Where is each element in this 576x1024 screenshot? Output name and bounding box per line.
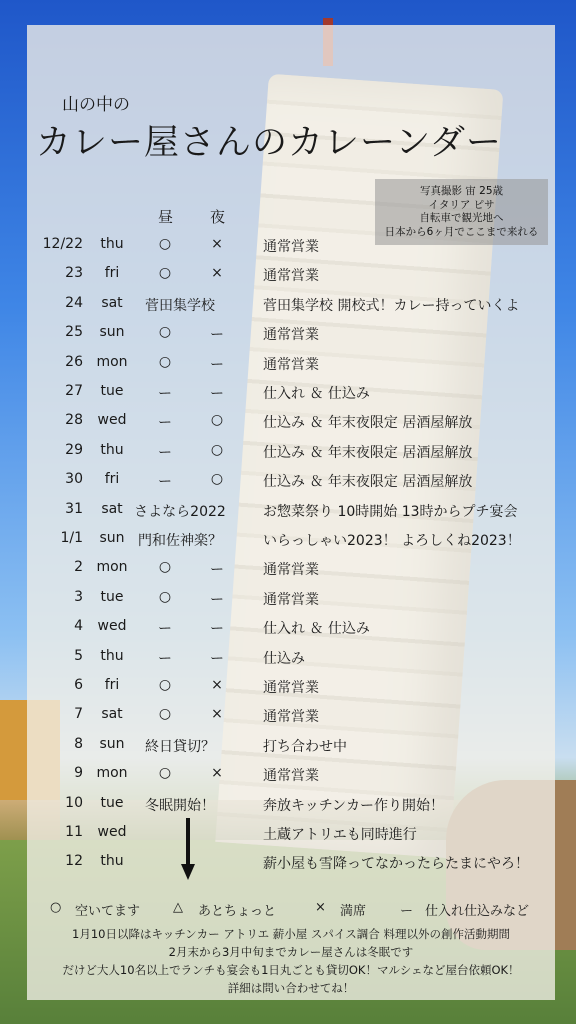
row-day-status: 冬眠開始！ (145, 797, 215, 814)
legend-symbol: △ (173, 900, 183, 915)
row-night-status: ー (210, 650, 224, 667)
header-day: 昼 (158, 208, 174, 226)
row-note: お惣菜祭り 10時開始 13時からプチ宴会 (263, 503, 518, 520)
row-date: 4 (74, 618, 83, 635)
row-note: 通常営業 (263, 591, 319, 608)
row-weekday: mon (96, 353, 128, 370)
row-day-status: ー (158, 386, 172, 402)
schedule-row (0, 354, 576, 383)
row-note: 打ち合わせ中 (263, 738, 347, 755)
row-weekday: sun (99, 324, 125, 341)
row-weekday: fri (104, 677, 120, 693)
row-day-status: 終日貸切？ (145, 738, 215, 755)
legend-label: 満席 (340, 904, 367, 919)
row-note: 仕込み ＆ 年末夜限定 居酒屋解放 (263, 415, 473, 432)
row-night-status: × (211, 265, 223, 282)
row-day-status: ー (158, 650, 172, 667)
row-weekday: wed (97, 412, 127, 429)
row-note: 薪小屋も雪降ってなかったらたまにやろ！ (263, 856, 529, 873)
row-note: 菅田集学校 開校式！カレー持っていくよ (263, 297, 520, 314)
row-weekday: fri (104, 471, 120, 488)
schedule-row (0, 618, 576, 647)
schedule-row (0, 765, 576, 794)
row-weekday: tue (100, 794, 124, 811)
schedule-row (0, 589, 576, 618)
row-date: 27 (65, 383, 83, 399)
schedule-row (0, 736, 576, 765)
row-note: 仕込み ＆ 年末夜限定 居酒屋解放 (263, 444, 473, 461)
row-note: 通常営業 (263, 268, 319, 285)
row-day-status: ー (158, 621, 172, 638)
schedule-row (0, 530, 576, 559)
photo-credit-line: 日本から6ヶ月でここまで来れる (384, 225, 539, 238)
row-note: 通常営業 (263, 327, 319, 344)
schedule-row (0, 677, 576, 706)
row-day-status: ○ (158, 324, 172, 341)
schedule-row (0, 824, 576, 853)
row-note: 通常営業 (263, 768, 319, 785)
row-note: いらっしゃい2023！ よろしくね2023！ (263, 533, 521, 549)
row-day-status: ー (158, 444, 172, 461)
row-date: 12 (65, 853, 83, 870)
footer-line: だけど大人10名以上でランチも宴会も1日丸ごとも貸切OK！マルシェなど屋台依頼OK！ (62, 963, 520, 977)
row-night-status: ー (210, 621, 224, 638)
row-note: 仕込み ＆ 年末夜限定 居酒屋解放 (263, 474, 473, 491)
photo-credit-line: イタリア ピサ (428, 198, 495, 211)
row-date: 12/22 (42, 236, 83, 252)
row-day-status: ○ (158, 353, 172, 370)
legend-symbol: ○ (50, 900, 62, 915)
row-weekday: thu (100, 647, 124, 664)
schedule-row (0, 501, 576, 530)
row-date: 30 (65, 471, 83, 488)
header-night: 夜 (210, 208, 226, 226)
row-date: 1/1 (60, 530, 83, 546)
row-weekday: sat (101, 294, 123, 311)
row-weekday: wed (97, 618, 127, 635)
row-date: 6 (74, 677, 83, 693)
photo-credit-line: 写真撮影 宙 25歳 (419, 185, 504, 197)
row-note: 仕込み (263, 650, 305, 667)
schedule-row (0, 559, 576, 588)
row-date: 5 (74, 647, 83, 664)
row-weekday: sat (101, 500, 123, 517)
row-night-status: ○ (210, 412, 224, 429)
row-day-status: ○ (158, 706, 172, 723)
row-weekday: tue (100, 588, 124, 605)
row-note: 土蔵アトリエも同時進行 (263, 827, 417, 843)
schedule-row (0, 795, 576, 824)
row-note: 仕入れ ＆ 仕込み (263, 621, 370, 638)
row-note: 通常営業 (263, 356, 319, 373)
page-title: カレー屋さんのカレーンダー (36, 123, 502, 163)
legend-label: 仕入れ仕込みなど (425, 904, 530, 919)
row-note: 通常営業 (263, 562, 319, 579)
subtitle: 山の中の (62, 95, 130, 115)
schedule-row (0, 324, 576, 353)
row-date: 3 (74, 588, 83, 605)
row-day-status: ○ (158, 236, 172, 252)
schedule-row (0, 471, 576, 500)
row-weekday: sun (99, 735, 125, 752)
row-night-status: ー (210, 327, 224, 344)
legend-label: あとちょっと (198, 904, 277, 919)
legend-label: 空いてます (75, 904, 141, 919)
row-weekday: sun (99, 530, 125, 546)
row-date: 24 (65, 294, 83, 311)
row-weekday: tue (100, 383, 124, 399)
row-date: 2 (74, 559, 83, 576)
row-weekday: mon (96, 559, 128, 576)
row-date: 8 (74, 735, 83, 752)
footer-line: 1月10日以降はキッチンカー アトリエ 薪小屋 スパイス調合 料理以外の創作活動期間 (72, 927, 510, 941)
row-date: 23 (65, 265, 83, 282)
row-day-status: ○ (158, 559, 172, 576)
row-weekday: sat (101, 706, 123, 723)
schedule-row (0, 383, 576, 412)
row-night-status: × (211, 677, 223, 693)
photo-credit-line: 自転車で観光地へ (419, 212, 504, 224)
row-date: 11 (65, 824, 83, 840)
row-day-status: さよなら2022 (134, 503, 226, 520)
footer-line: 詳細は問い合わせてね！ (227, 981, 355, 995)
row-weekday: wed (97, 824, 127, 840)
row-night-status: × (211, 236, 223, 252)
footer-line: 2月末から3月中旬までカレー屋さんは冬眠です (168, 945, 414, 959)
row-note: 通常営業 (263, 239, 319, 255)
row-date: 31 (65, 500, 83, 517)
schedule-row (0, 295, 576, 324)
row-weekday: fri (104, 265, 120, 282)
row-day-status: ○ (158, 765, 172, 782)
row-weekday: thu (100, 853, 124, 870)
row-day-status: ー (158, 474, 172, 491)
row-note: 奔放キッチンカー作り開始！ (263, 797, 445, 814)
row-night-status: ー (210, 386, 224, 402)
row-day-status: ○ (158, 677, 172, 693)
row-night-status: × (211, 706, 223, 723)
row-night-status: ○ (210, 471, 224, 488)
row-date: 29 (65, 441, 83, 458)
row-night-status: ー (210, 356, 224, 373)
row-day-status: ○ (158, 265, 172, 282)
row-night-status: ー (210, 591, 224, 608)
schedule-row (0, 412, 576, 441)
schedule-row (0, 706, 576, 735)
schedule-row (0, 442, 576, 471)
schedule-row (0, 236, 576, 265)
row-note: 通常営業 (263, 680, 319, 696)
row-note: 仕入れ ＆ 仕込み (263, 386, 370, 402)
row-day-status: ○ (158, 588, 172, 605)
row-weekday: mon (96, 765, 128, 782)
row-weekday: thu (100, 236, 124, 252)
legend-symbol: × (315, 900, 326, 915)
row-date: 25 (65, 324, 83, 341)
row-date: 7 (74, 706, 83, 723)
row-day-status: 門和佐神楽？ (138, 533, 222, 549)
legend-symbol: ー (400, 904, 414, 919)
down-arrow-icon (181, 818, 195, 880)
row-note: 通常営業 (263, 709, 319, 726)
row-day-status: 菅田集学校 (145, 297, 215, 314)
row-night-status: ー (210, 562, 224, 579)
row-night-status: ○ (210, 441, 224, 458)
schedule-row (0, 853, 576, 882)
row-date: 9 (74, 765, 83, 782)
row-date: 26 (65, 353, 83, 370)
row-night-status: × (211, 765, 223, 782)
row-day-status: ー (158, 415, 172, 432)
schedule-row (0, 265, 576, 294)
row-date: 28 (65, 412, 83, 429)
row-date: 10 (65, 794, 83, 811)
row-weekday: thu (100, 441, 124, 458)
schedule-row (0, 648, 576, 677)
